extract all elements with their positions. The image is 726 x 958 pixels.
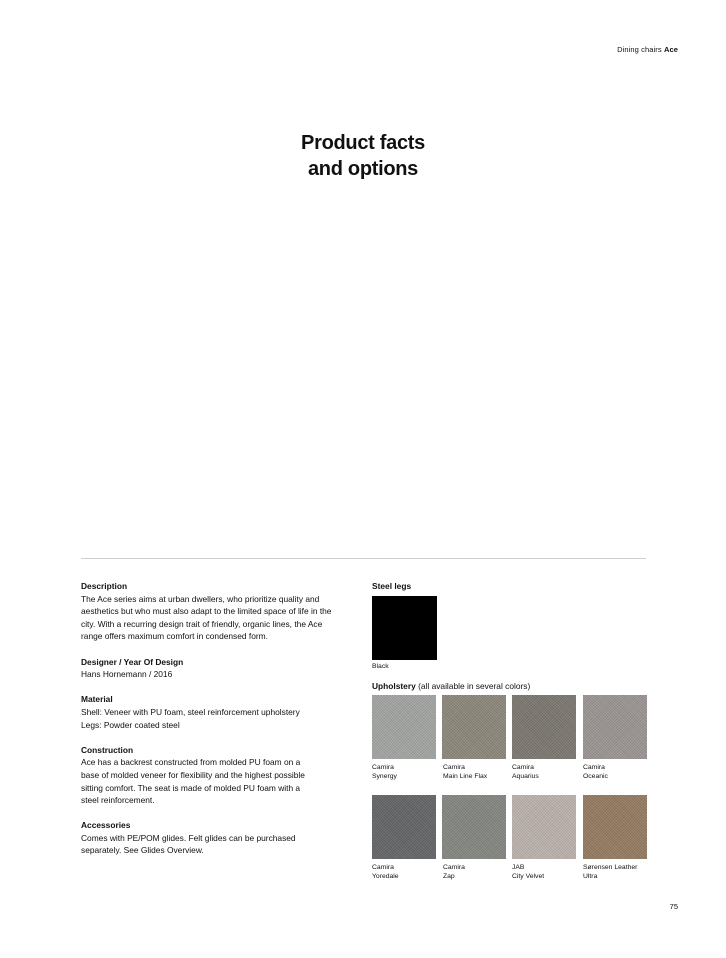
swatch-name: Oceanic bbox=[583, 773, 608, 780]
description-line: city. With a recurring design trait of friendly, organic lines, the Ace bbox=[81, 618, 323, 629]
swatch-brand: Camira bbox=[512, 764, 534, 771]
swatch-name: Zap bbox=[443, 873, 455, 880]
material-section bbox=[81, 693, 361, 731]
steel-legs-heading: Steel legs bbox=[372, 581, 412, 591]
options-panel bbox=[372, 580, 652, 880]
swatch-camira-main-line-flax bbox=[442, 695, 506, 759]
title-line-1: Product facts bbox=[301, 132, 425, 154]
page-number: 75 bbox=[669, 902, 678, 911]
swatch-camira-oceanic bbox=[583, 695, 647, 759]
upholstery-heading bbox=[372, 680, 530, 693]
swatch-label bbox=[512, 863, 544, 881]
designer-section bbox=[81, 656, 361, 681]
swatch-label bbox=[443, 763, 487, 781]
material-line: Shell: Veneer with PU foam, steel reinforcement upholstery bbox=[81, 706, 300, 717]
accessories-line: separately. See Glides Overview. bbox=[81, 845, 204, 856]
divider bbox=[81, 558, 646, 559]
steel-legs-swatch-label: Black bbox=[372, 663, 389, 670]
swatch-label bbox=[512, 763, 539, 781]
swatch-label bbox=[372, 863, 399, 881]
product-facts bbox=[81, 580, 361, 870]
swatch-camira-yoredale bbox=[372, 795, 436, 859]
header-section: Dining chairs bbox=[617, 45, 662, 54]
swatch-name: Main Line Flax bbox=[443, 773, 488, 780]
swatch-label bbox=[372, 763, 397, 781]
upholstery-note: (all available in several colors) bbox=[418, 681, 531, 691]
swatch-brand: Camira bbox=[443, 864, 465, 871]
page-title bbox=[0, 130, 726, 182]
running-header bbox=[617, 45, 678, 54]
description-line: The Ace series aims at urban dwellers, who prioritize quality and bbox=[81, 593, 320, 604]
title-line-2: and options bbox=[307, 158, 419, 180]
swatch-jab-city-velvet bbox=[512, 795, 576, 859]
swatch-label bbox=[443, 863, 465, 881]
swatch-name: Yoredale bbox=[372, 873, 399, 880]
description-line: aesthetics but who must also adapt to the limited space of life in the bbox=[81, 606, 332, 617]
swatch-camira-aquarius bbox=[512, 695, 576, 759]
steel-legs-swatch-black bbox=[372, 596, 437, 660]
construction-line: base of molded veneer for flexibility and the highest possible bbox=[81, 769, 305, 780]
swatch-name: City Velvet bbox=[512, 873, 545, 880]
construction-line: sitting comfort. The seat is made of molded PU foam with a bbox=[81, 782, 301, 793]
upholstery-title: Upholstery bbox=[372, 681, 416, 691]
description-line: range offers maximum comfort in condensed form. bbox=[81, 631, 268, 642]
material-heading: Material bbox=[81, 694, 113, 705]
swatch-sorensen-leather-ultra bbox=[583, 795, 647, 859]
swatch-name: Synergy bbox=[372, 773, 397, 780]
material-line: Legs: Powder coated steel bbox=[81, 719, 180, 730]
swatch-label bbox=[583, 763, 608, 781]
description-section bbox=[81, 580, 361, 643]
swatch-label bbox=[583, 863, 637, 881]
description-heading: Description bbox=[81, 581, 128, 591]
swatch-name: Ultra bbox=[583, 873, 598, 880]
accessories-line: Comes with PE/POM glides. Felt glides can be purchased bbox=[81, 832, 296, 843]
swatch-brand: Camira bbox=[372, 864, 394, 871]
swatch-brand: JAB bbox=[512, 864, 525, 871]
swatch-brand: Camira bbox=[583, 764, 605, 771]
construction-section bbox=[81, 744, 361, 807]
swatch-brand: Camira bbox=[372, 764, 394, 771]
swatch-brand: Camira bbox=[443, 764, 465, 771]
construction-heading: Construction bbox=[81, 744, 134, 755]
designer-heading: Designer / Year Of Design bbox=[81, 656, 184, 667]
swatch-brand: Sørensen Leather bbox=[583, 864, 638, 871]
accessories-section bbox=[81, 819, 361, 857]
swatch-name: Aquarius bbox=[512, 773, 539, 780]
swatch-camira-synergy bbox=[372, 695, 436, 759]
accessories-heading: Accessories bbox=[81, 820, 131, 831]
designer-value: Hans Hornemann / 2016 bbox=[81, 669, 173, 680]
swatch-camira-zap bbox=[442, 795, 506, 859]
header-product: Ace bbox=[663, 45, 678, 54]
construction-line: steel reinforcement. bbox=[81, 795, 155, 806]
construction-line: Ace has a backrest constructed from molded PU foam on a bbox=[81, 757, 301, 768]
